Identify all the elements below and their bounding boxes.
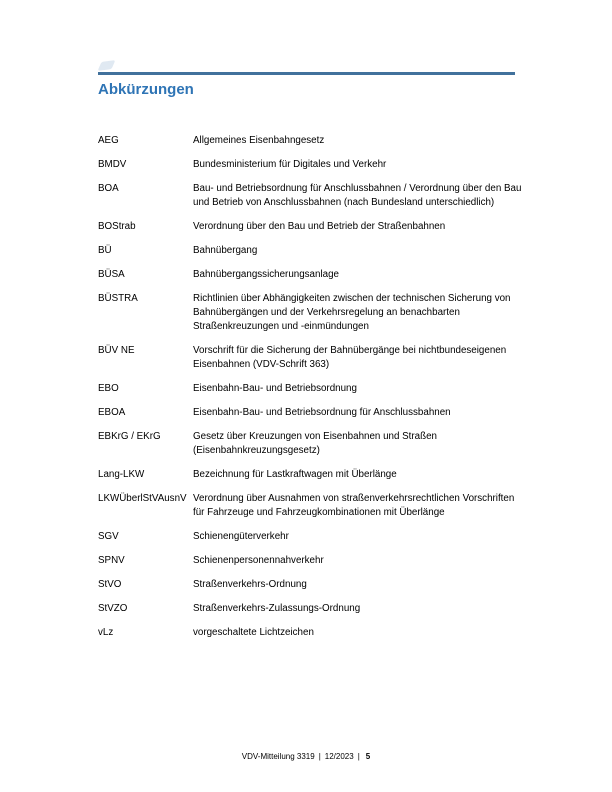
abbreviation-term: BMDV — [98, 159, 127, 170]
abbreviation-definition: Schienenpersonennahverkehr — [193, 555, 324, 566]
abbreviation-row — [98, 134, 528, 148]
abbreviation-definition: Bahnübergang — [193, 245, 258, 256]
abbreviation-definition: Eisenbahn-Bau- und Betriebsordnung für Anschlussbahnen — [193, 407, 451, 418]
abbreviation-row — [98, 468, 528, 482]
abbreviation-definition: vorgeschaltete Lichtzeichen — [193, 627, 314, 638]
abbreviation-term: LKWÜberlStVAusnV — [98, 493, 187, 504]
abbreviation-term: BÜSTRA — [98, 293, 138, 304]
title-rule — [98, 72, 515, 75]
abbreviation-term: EBO — [98, 383, 119, 394]
abbreviation-row — [98, 268, 528, 282]
abbreviation-row — [98, 406, 528, 420]
abbreviation-term: BÜV NE — [98, 345, 135, 356]
footer-separator: | — [318, 752, 321, 761]
page-title: Abkürzungen — [98, 81, 194, 98]
abbreviation-row — [98, 492, 528, 520]
abbreviation-row — [98, 182, 528, 210]
footer-date: 12/2023 — [324, 752, 354, 761]
abbreviation-row — [98, 244, 528, 258]
abbreviation-definition: Schienengüterverkehr — [193, 531, 289, 542]
abbreviation-definition: Eisenbahn-Bau- und Betriebsordnung — [193, 383, 357, 394]
abbreviation-term: Lang-LKW — [98, 469, 145, 480]
abbreviation-row — [98, 530, 528, 544]
abbreviation-definition: Straßenverkehrs-Ordnung — [193, 579, 307, 590]
abbreviation-row — [98, 292, 528, 334]
abbreviation-definition: Richtlinien über Abhängigkeiten zwischen der technischen Sicherung von Bahnübergängen und der Verkehrsregelung an benachbarten Straßenkreuzungen und -einmündungen — [193, 293, 511, 332]
abbreviation-definition: Bahnübergangssicherungsanlage — [193, 269, 339, 280]
abbreviation-definition: Straßenverkehrs-Zulassungs-Ordnung — [193, 603, 361, 614]
abbreviation-term: BÜ — [98, 245, 112, 256]
abbreviation-definition: Bezeichnung für Lastkraftwagen mit Überlänge — [193, 469, 397, 480]
abbreviation-definition: Gesetz über Kreuzungen von Eisenbahnen und Straßen (Eisenbahnkreuzungsgesetz) — [193, 431, 437, 456]
abbreviation-definition: Bundesministerium für Digitales und Verkehr — [193, 159, 387, 170]
abbreviation-definition: Bau- und Betriebsordnung für Anschlussbahnen / Verordnung über den Bau und Betrieb von Anschlussbahnen (nach Bundesland unterschiedlich) — [193, 183, 522, 208]
abbreviation-term: StVO — [98, 579, 122, 590]
abbreviation-row — [98, 626, 528, 640]
faint-artifact-mark — [98, 60, 116, 71]
abbreviation-definition: Verordnung über den Bau und Betrieb der Straßenbahnen — [193, 221, 446, 232]
abbreviation-term: SGV — [98, 531, 119, 542]
abbreviation-definition: Allgemeines Eisenbahngesetz — [193, 135, 325, 146]
abbreviation-list — [98, 134, 528, 650]
abbreviation-row — [98, 578, 528, 592]
abbreviation-row — [98, 554, 528, 568]
abbreviation-term: SPNV — [98, 555, 125, 566]
abbreviation-term: BOStrab — [98, 221, 136, 232]
footer-separator: | — [357, 752, 360, 761]
abbreviation-definition: Verordnung über Ausnahmen von straßenverkehrsrechtlichen Vorschriften für Fahrzeuge und Fahrzeugkombinationen mit Überlänge — [193, 493, 515, 518]
abbreviation-definition: Vorschrift für die Sicherung der Bahnübergänge bei nichtbundeseigenen Eisenbahnen (VDV-Schrift 363) — [193, 345, 507, 370]
abbreviation-row — [98, 430, 528, 458]
abbreviation-term: EBOA — [98, 407, 126, 418]
abbreviation-row — [98, 602, 528, 616]
abbreviation-row — [98, 382, 528, 396]
footer-page-number: 5 — [365, 752, 371, 761]
abbreviation-term: vLz — [98, 627, 114, 638]
abbreviation-term: StVZO — [98, 603, 128, 614]
abbreviation-row — [98, 220, 528, 234]
abbreviation-term: EBKrG / EKrG — [98, 431, 161, 442]
abbreviation-row — [98, 158, 528, 172]
abbreviation-term: BÜSA — [98, 269, 125, 280]
abbreviation-row — [98, 344, 528, 372]
abbreviation-term: BOA — [98, 183, 119, 194]
footer-doc-label: VDV-Mitteilung 3319 — [241, 752, 315, 761]
page-footer — [0, 751, 612, 762]
abbreviation-term: AEG — [98, 135, 119, 146]
